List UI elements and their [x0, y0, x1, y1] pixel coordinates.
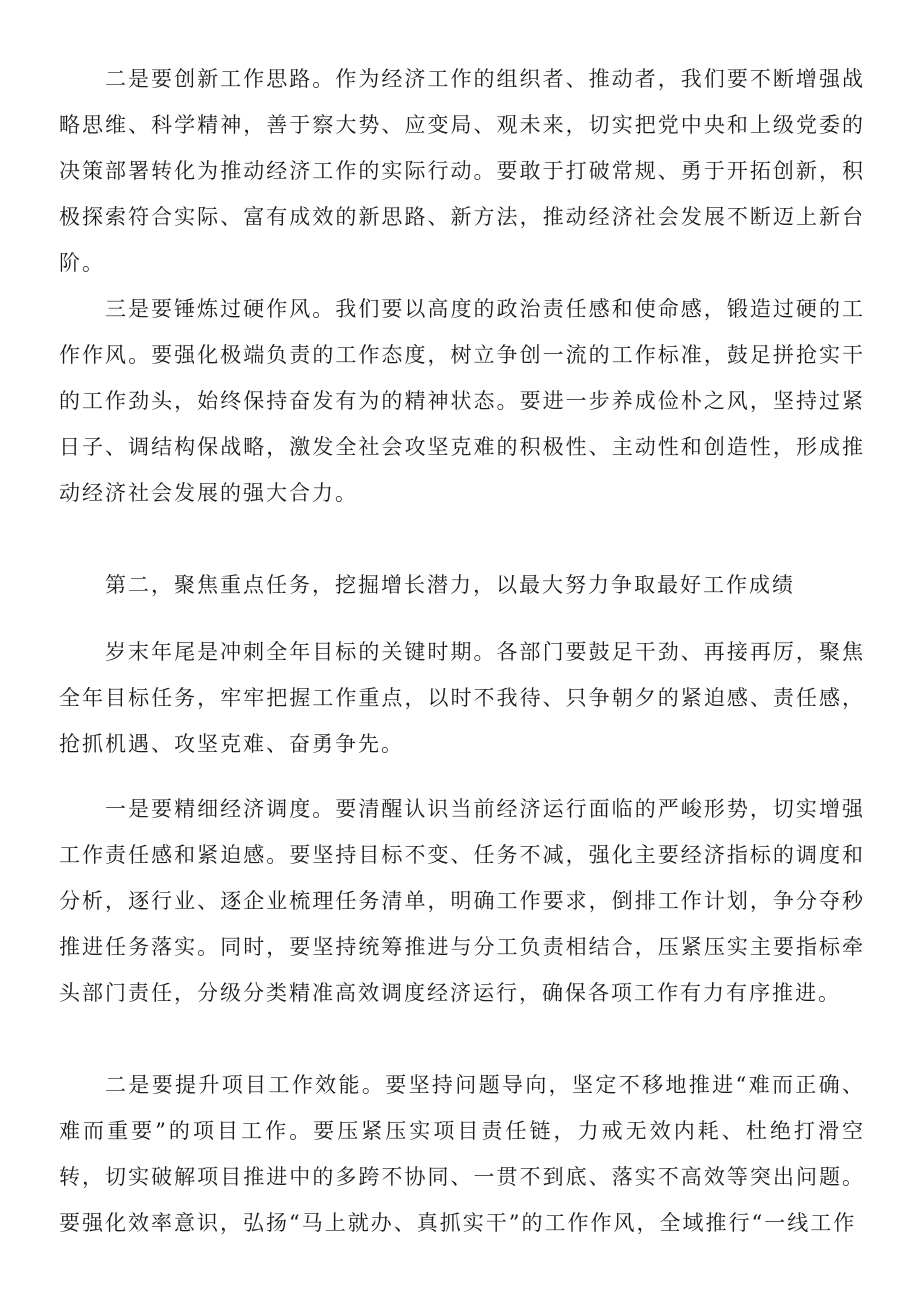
- paragraph-work-style: 三是要锤炼过硬作风。我们要以高度的政治责任感和使命感，锻造过硬的工作作风。要强化极端负责的工作态度，树立争创一流的工作标准，鼓足拼抢实干的工作劲头，始终保持奋发有为的精神状态。要进一步养成俭朴之风，坚持过紧日子、调结构保战略，激发全社会攻坚克难的积极性、主动性和创造性，形成推动经济社会发展的强大合力。: [59, 297, 865, 505]
- section-heading-second: 第二，聚焦重点任务，挖掘增长潜力，以最大努力争取最好工作成绩: [105, 573, 795, 597]
- paragraph-project-efficiency: 二是要提升项目工作效能。要坚持问题导向，坚定不移地推进“难而正确、难而重要”的项目工作。要压紧压实项目责任链，力戒无效内耗、杜绝打滑空转，切实破解项目推进中的多跨不协同、一贯不到底、落实不高效等突出问题。要强化效率意识，弘扬“马上就办、真抓实干”的工作作风，全域推行“一线工作: [59, 1073, 865, 1235]
- paragraph-year-end: 岁末年尾是冲刺全年目标的关键时期。各部门要鼓足干劲、再接再厉，聚焦全年目标任务，牢牢把握工作重点，以时不我待、只争朝夕的紧迫感、责任感，抢抓机遇、攻坚克难、奋勇争先。: [59, 640, 865, 756]
- paragraph-economic-dispatch: 一是要精细经济调度。要清醒认识当前经济运行面临的严峻形势，切实增强工作责任感和紧迫感。要坚持目标不变、任务不减，强化主要经济指标的调度和分析，逐行业、逐企业梳理任务清单，明确工作要求，倒排工作计划，争分夺秒推进任务落实。同时，要坚持统筹推进与分工负责相结合，压紧压实主要指标牵头部门责任，分级分类精准高效调度经济运行，确保各项工作有力有序推进。: [59, 797, 865, 1005]
- paragraph-innovate-thinking: 二是要创新工作思路。作为经济工作的组织者、推动者，我们要不断增强战略思维、科学精神，善于察大势、应变局、观未来，切实把党中央和上级党委的决策部署转化为推动经济工作的实际行动。要敢于打破常规、勇于开拓创新，积极探索符合实际、富有成效的新思路、新方法，推动经济社会发展不断迈上新台阶。: [59, 67, 865, 275]
